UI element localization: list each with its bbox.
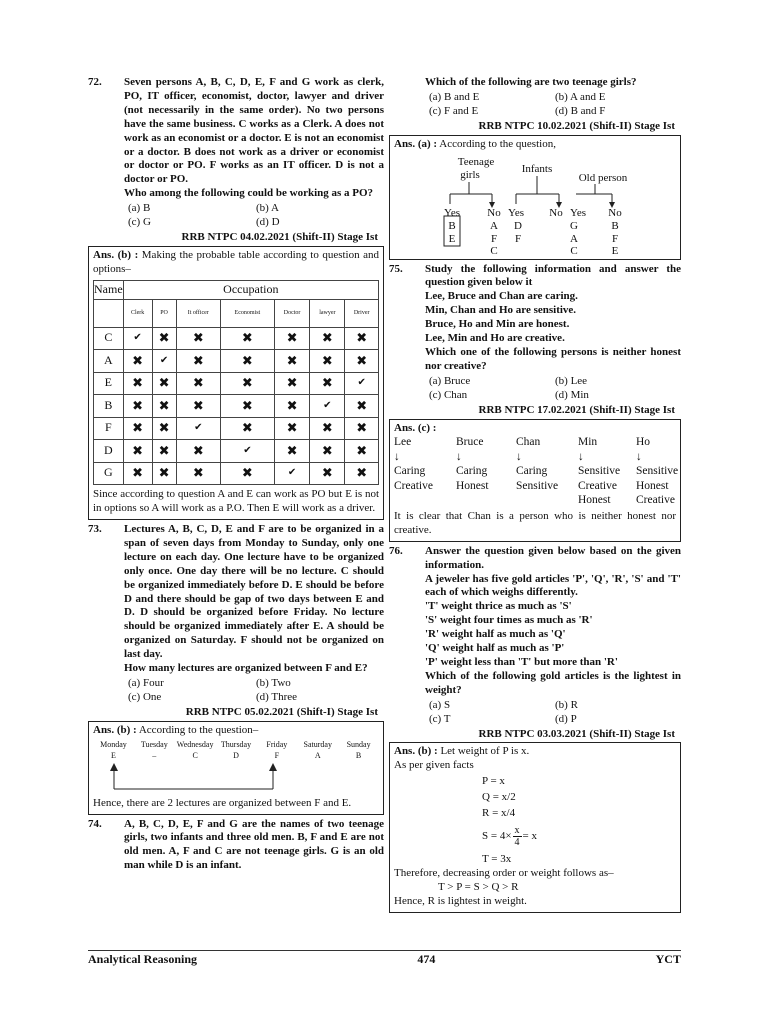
answer-box-74 — [389, 135, 681, 260]
check-icon: ✔ — [176, 417, 220, 440]
cross-icon: ✖ — [310, 350, 345, 373]
answer-box-75 — [389, 419, 681, 542]
cross-icon: ✖ — [310, 327, 345, 350]
day-tuesday: Tuesday — [140, 739, 168, 749]
check-icon: ✔ — [274, 462, 310, 485]
option-a: (a) Bruce — [429, 374, 471, 387]
lecture-value: E — [110, 750, 116, 760]
question-text: Answer the question given below based on the given information. — [425, 544, 681, 571]
option-b: (b) A and E — [555, 90, 606, 103]
cross-icon: ✖ — [274, 417, 310, 440]
trait — [516, 493, 578, 508]
fact: Min, Chan and Ho are sensitive. — [425, 304, 577, 317]
trait: Sensitive — [578, 465, 621, 478]
down-arrow-icon: ↓ — [636, 450, 642, 463]
col-lawyer: lawyer — [310, 299, 345, 327]
option-c: (c) G — [128, 216, 151, 229]
cross-icon: ✖ — [221, 462, 275, 485]
tree-label-teenage: Teenage — [457, 155, 495, 168]
source-73: RRB NTPC 05.02.2021 (Shift-I) Stage Ist — [185, 705, 378, 718]
down-arrow-icon: ↓ — [516, 450, 522, 463]
question-prompt: Which of the following are two teenage girls? — [425, 76, 637, 88]
cross-icon: ✖ — [310, 417, 345, 440]
check-icon: ✔ — [152, 350, 176, 373]
tree-value: B — [448, 219, 456, 232]
trait: Creative — [578, 479, 617, 492]
cross-icon: ✖ — [310, 372, 345, 395]
options-72 — [88, 202, 384, 230]
tree-label-old-person: Old person — [578, 171, 628, 184]
row-label: G — [94, 462, 124, 485]
answer-text: According to the question, — [439, 137, 556, 150]
answer-text: According to the question– — [138, 723, 259, 736]
tree-value: A — [570, 232, 578, 245]
cross-icon: ✖ — [345, 440, 379, 463]
cross-icon: ✖ — [274, 350, 310, 373]
order-text: Therefore, decreasing order or weight follows as– — [394, 867, 614, 880]
tree-value: G — [570, 219, 578, 232]
table-row — [94, 462, 379, 485]
cross-icon: ✖ — [152, 440, 176, 463]
cross-icon: ✖ — [176, 395, 220, 418]
cross-icon: ✖ — [123, 462, 152, 485]
option-d: (d) D — [256, 216, 280, 229]
source-72: RRB NTPC 04.02.2021 (Shift-II) Stage Ist — [181, 230, 378, 243]
question-text: Lectures A, B, C, D, E and F are to be organized in a span of seven days from Monday to Sunday, only one lecture on each day. One lecture have to be organized only once. One day there will be no lecture. C should be organized immediately before D. E should be before D and there should be gap of two days between E and D. D should be organized before Friday. No lecture should be organized immediately after E. A should be organized on Saturday. F should not be organized on last day. — [124, 523, 384, 661]
option-c: (c) T — [429, 712, 451, 725]
tree-label-girls: girls — [460, 168, 480, 181]
trait: Caring — [516, 465, 548, 478]
question-number: 72. — [88, 76, 102, 88]
cross-icon: ✖ — [345, 462, 379, 485]
question-prompt: How many lectures are organized between F and E? — [124, 662, 368, 675]
footer-publisher: YCT — [655, 952, 681, 966]
cross-icon: ✖ — [274, 372, 310, 395]
question-number: 75. — [389, 262, 403, 275]
tree-value: E — [448, 232, 456, 245]
category-tree-diagram — [394, 152, 676, 256]
question-74 — [88, 818, 384, 874]
cross-icon: ✖ — [152, 417, 176, 440]
answer-box-73 — [88, 721, 384, 815]
tree-yes: Yes — [507, 206, 525, 219]
question-number: 74. — [88, 817, 102, 830]
day-saturday: Saturday — [303, 739, 332, 749]
facts-line: As per given facts — [394, 759, 474, 772]
question-prompt: Who among the following could be working as a PO? — [124, 187, 374, 200]
day-friday: Friday — [266, 739, 288, 749]
tree-value: B — [611, 219, 619, 232]
table-row — [94, 395, 379, 418]
tree-value: C — [490, 244, 498, 256]
fact: Lee, Min and Ho are creative. — [425, 332, 565, 345]
tree-value: F — [490, 232, 498, 245]
down-arrow-icon: ↓ — [578, 450, 584, 463]
trait — [456, 493, 516, 508]
answer-label: Ans. (c) : — [394, 421, 437, 434]
col-clerk: Clerk — [123, 299, 152, 327]
day-sunday: Sunday — [346, 739, 371, 749]
answer-label: Ans. (b) : — [394, 745, 438, 758]
answer-label: Ans. (b) : — [93, 248, 139, 261]
cross-icon: ✖ — [310, 440, 345, 463]
answer-text: Let weight of P is x. — [440, 745, 530, 758]
trait: Honest — [578, 494, 611, 507]
row-label: E — [94, 372, 124, 395]
left-column — [88, 76, 384, 873]
option-b: (b) R — [555, 698, 578, 711]
question-number: 76. — [389, 544, 403, 557]
trait: Creative — [636, 494, 675, 507]
fact: Lee, Bruce and Chan are caring. — [425, 290, 578, 303]
right-column — [389, 76, 681, 913]
tree-no: No — [549, 206, 563, 219]
fact: 'Q' weight half as much as 'P' — [425, 642, 565, 655]
options-75 — [389, 375, 681, 403]
person-name: Min — [578, 436, 598, 449]
trait: Creative — [394, 479, 433, 492]
page-number: 474 — [417, 952, 436, 966]
cross-icon: ✖ — [345, 395, 379, 418]
trait: Honest — [636, 479, 669, 492]
question-74-prompt — [389, 76, 681, 90]
cross-icon: ✖ — [123, 440, 152, 463]
cross-icon: ✖ — [345, 417, 379, 440]
equation: P = x — [482, 775, 505, 788]
cross-icon: ✖ — [176, 372, 220, 395]
gap-arrow-diagram — [93, 761, 379, 797]
option-a: (a) Four — [128, 676, 164, 689]
question-76 — [389, 545, 681, 698]
check-icon: ✔ — [123, 327, 152, 350]
trait: Honest — [456, 479, 489, 492]
option-c: (c) One — [128, 690, 162, 703]
tree-value: F — [611, 232, 619, 245]
table-row — [94, 440, 379, 463]
option-b: (b) Lee — [555, 374, 588, 387]
question-75 — [389, 263, 681, 374]
col-driver: Driver — [345, 299, 379, 327]
row-label: C — [94, 327, 124, 350]
down-arrow-icon: ↓ — [394, 450, 400, 463]
question-prompt: Which of the following gold articles is the lightest in weight? — [425, 669, 681, 696]
tree-value: C — [570, 244, 578, 256]
option-d: (d) P — [555, 712, 577, 725]
cross-icon: ✖ — [345, 350, 379, 373]
tree-yes: Yes — [569, 206, 587, 219]
question-text: Seven persons A, B, C, D, E, F and G work as clerk, PO, IT officer, economist, doctor, lawyer and driver (not necessarily in the same order). No two persons have the same business. C works as a Clerk. A does not work as an economist or a doctor. E is not an economist or a doctor. B does not work as a driver or economist or doctor or PO. F works as an IT officer. D is not a doctor or PO. — [124, 76, 384, 186]
footer-subject: Analytical Reasoning — [88, 952, 198, 966]
equation: T = 3x — [482, 853, 512, 866]
lecture-value: D — [233, 750, 239, 760]
cross-icon: ✖ — [123, 417, 152, 440]
fact: 'S' weight four times as much as 'R' — [425, 614, 593, 627]
weekday-row — [93, 740, 379, 750]
tree-value: D — [514, 219, 522, 232]
col-it-officer: It officer — [176, 299, 220, 327]
answer-conclusion: Hence, R is lightest in weight. — [394, 895, 527, 908]
weight-order: T > P = S > Q > R — [438, 881, 519, 894]
row-label: B — [94, 395, 124, 418]
option-b: (b) Two — [256, 676, 291, 689]
question-text: A, B, C, D, E, F and G are the names of two teenage girls, two infants and three old men. B, F and E are not old men. A, F and C are not teenage girls. G is an old man while D is an infant. — [124, 817, 384, 872]
cross-icon: ✖ — [176, 350, 220, 373]
cross-icon: ✖ — [123, 395, 152, 418]
tree-no: No — [487, 206, 501, 219]
fact: 'P' weight less than 'T' but more than 'R' — [425, 655, 618, 668]
cross-icon: ✖ — [123, 350, 152, 373]
cross-icon: ✖ — [274, 440, 310, 463]
col-economist: Economist — [221, 299, 275, 327]
source-75: RRB NTPC 17.02.2021 (Shift-II) Stage Ist — [478, 403, 675, 416]
trait: Caring — [394, 465, 426, 478]
down-arrow-icon: ↓ — [456, 450, 462, 463]
option-b: (b) A — [256, 202, 279, 215]
answer-conclusion: It is clear that Chan is a person who is neither honest nor creative. — [394, 509, 676, 536]
trait-grid — [394, 435, 679, 508]
cross-icon: ✖ — [221, 327, 275, 350]
table-header-name: Name — [94, 280, 124, 299]
lecture-value: – — [152, 750, 157, 760]
table-header-occupation: Occupation — [123, 280, 378, 299]
option-a: (a) B — [128, 202, 151, 215]
table-row — [94, 350, 379, 373]
question-number: 73. — [88, 523, 102, 535]
equation-s: S = 4× $\frac{x}{4}$ = x — [482, 824, 537, 848]
cross-icon: ✖ — [123, 372, 152, 395]
answer-label: Ans. (b) : — [93, 723, 137, 736]
cross-icon: ✖ — [176, 462, 220, 485]
person-name: Ho — [636, 436, 651, 449]
lecture-value: A — [314, 750, 321, 760]
cross-icon: ✖ — [310, 462, 345, 485]
row-label: D — [94, 440, 124, 463]
cross-icon: ✖ — [274, 395, 310, 418]
cross-icon: ✖ — [152, 327, 176, 350]
trait: Caring — [456, 465, 488, 478]
table-row — [94, 327, 379, 350]
source-76: RRB NTPC 03.03.2021 (Shift-II) Stage Ist — [478, 727, 675, 740]
cross-icon: ✖ — [221, 372, 275, 395]
option-a: (a) S — [429, 698, 451, 711]
cross-icon: ✖ — [221, 417, 275, 440]
cross-icon: ✖ — [176, 440, 220, 463]
lecture-value: B — [355, 750, 362, 760]
cross-icon: ✖ — [274, 327, 310, 350]
tree-value: F — [514, 232, 522, 245]
trait: Sensitive — [516, 479, 559, 492]
answer-text: Making the probable table according to question and options– — [93, 248, 380, 275]
options-76 — [389, 699, 681, 727]
answer-box-76 — [389, 742, 681, 913]
lecture-value: C — [192, 750, 198, 760]
fraction: $\frac{x}{4}$ — [514, 824, 520, 848]
lecture-row — [93, 751, 379, 761]
check-icon: ✔ — [221, 440, 275, 463]
table-row — [94, 417, 379, 440]
source-74: RRB NTPC 10.02.2021 (Shift-II) Stage Ist — [478, 119, 675, 132]
cross-icon: ✖ — [152, 372, 176, 395]
option-c: (c) Chan — [429, 388, 468, 401]
fact: Bruce, Ho and Min are honest. — [425, 318, 570, 331]
tree-no: No — [608, 206, 622, 219]
option-d: (d) Three — [256, 690, 298, 703]
col-doctor: Doctor — [274, 299, 310, 327]
cross-icon: ✖ — [221, 395, 275, 418]
option-d: (d) B and F — [555, 104, 606, 117]
person-name: Bruce — [456, 436, 484, 449]
answer-box-72 — [88, 246, 384, 520]
row-label: A — [94, 350, 124, 373]
day-wednesday: Wednesday — [176, 739, 214, 749]
cross-icon: ✖ — [152, 395, 176, 418]
cross-icon: ✖ — [221, 350, 275, 373]
day-thursday: Thursday — [220, 739, 252, 749]
tree-yes: Yes — [443, 206, 461, 219]
check-icon: ✔ — [310, 395, 345, 418]
answer-conclusion: Hence, there are 2 lectures are organized between F and E. — [93, 796, 352, 809]
table-row — [94, 372, 379, 395]
equation: Q = x/2 — [482, 791, 516, 804]
question-intro: A jeweler has five gold articles 'P', 'Q', 'R', 'S' and 'T' each of which weighs differently. — [425, 572, 681, 599]
options-73 — [88, 677, 384, 705]
cross-icon: ✖ — [345, 327, 379, 350]
option-a: (a) B and E — [429, 90, 480, 103]
trait — [394, 493, 456, 508]
option-d: (d) Min — [555, 388, 589, 401]
lecture-value: F — [274, 750, 280, 760]
cross-icon: ✖ — [152, 462, 176, 485]
person-name: Lee — [394, 436, 412, 449]
tree-label-infants: Infants — [521, 162, 553, 175]
col-po: PO — [152, 299, 176, 327]
check-icon: ✔ — [345, 372, 379, 395]
answer-label: Ans. (a) : — [394, 137, 438, 150]
occupation-table — [93, 280, 379, 486]
day-monday: Monday — [100, 739, 127, 749]
trait: Sensitive — [636, 465, 679, 478]
options-74 — [389, 91, 681, 119]
tree-value: E — [611, 244, 619, 256]
row-label: F — [94, 417, 124, 440]
question-72 — [88, 76, 384, 201]
equation: R = x/4 — [482, 807, 516, 820]
option-c: (c) F and E — [429, 104, 479, 117]
page-footer — [88, 950, 681, 967]
fact: 'T' weight thrice as much as 'S' — [425, 600, 572, 613]
answer-conclusion: Since according to question A and E can work as PO but E is not in options so A will work as a P.O. Then E will work as a driver. — [93, 488, 379, 515]
question-73 — [88, 523, 384, 676]
question-text: Study the following information and answer the question given below it — [425, 262, 681, 289]
person-name: Chan — [516, 436, 541, 449]
tree-value: A — [490, 219, 498, 232]
question-prompt: Which one of the following persons is neither honest nor creative? — [425, 345, 681, 372]
fact: 'R' weight half as much as 'Q' — [425, 628, 566, 641]
cross-icon: ✖ — [176, 327, 220, 350]
